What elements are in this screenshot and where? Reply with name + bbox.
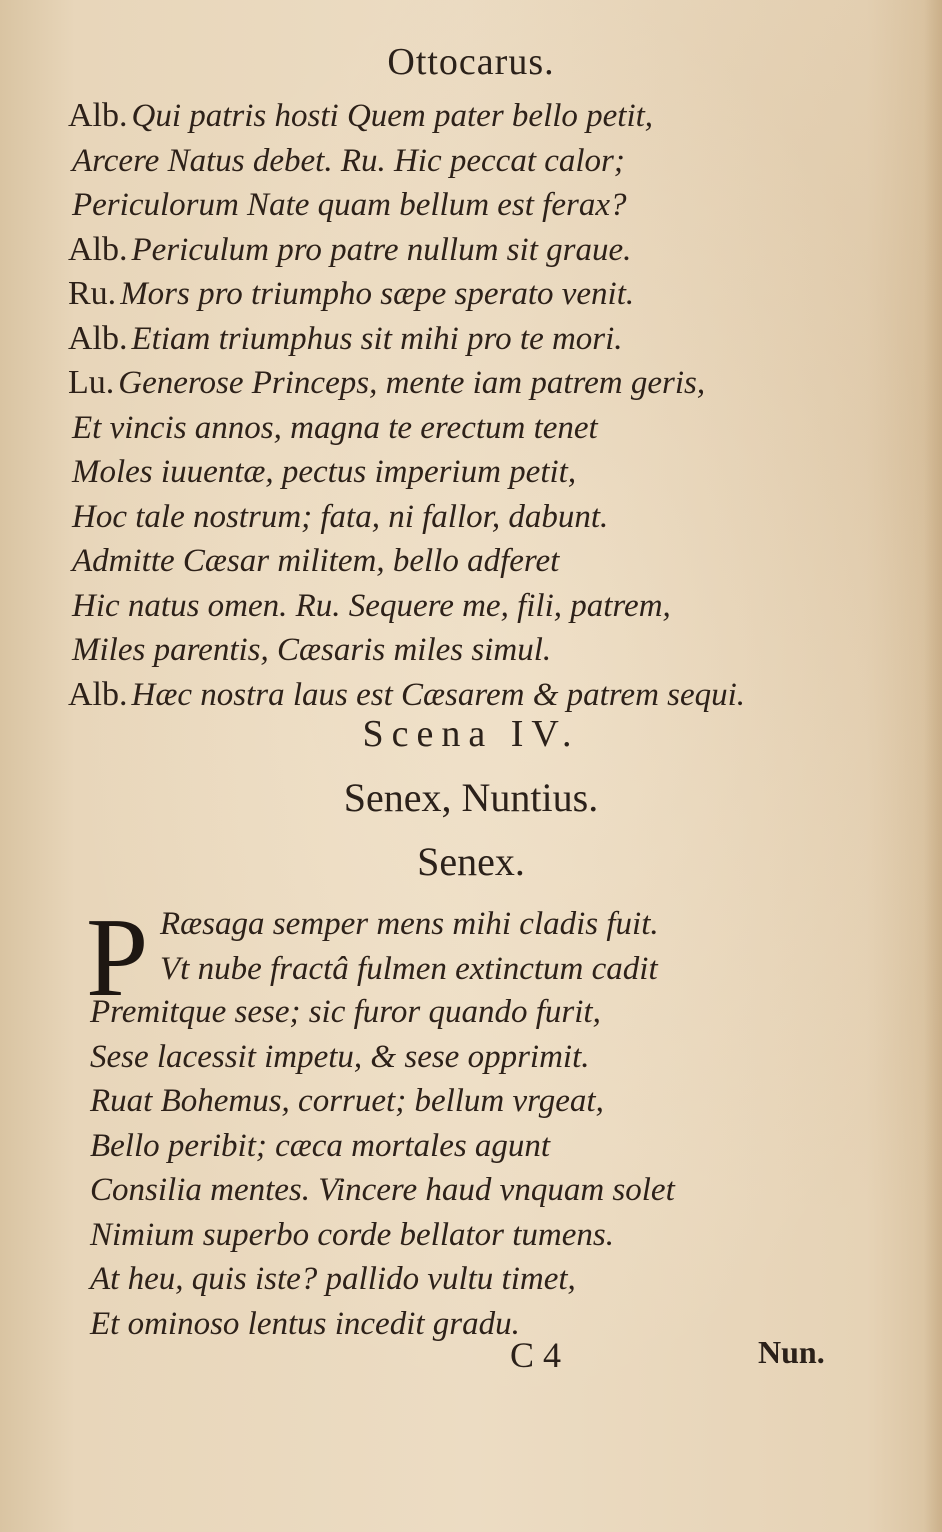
verse-line xyxy=(68,450,868,495)
verse-line: Et ominoso lentus incedit gradu. xyxy=(90,1305,520,1342)
verse-line: At heu, quis iste? pallido vultu timet, xyxy=(90,1261,576,1297)
verse-line: Ruat Bohemus, corruet; bellum vrgeat, xyxy=(90,1083,604,1119)
verse-line xyxy=(68,584,868,629)
speaker-heading: Senex. xyxy=(417,839,525,884)
verse-line xyxy=(68,94,868,139)
drop-cap: P xyxy=(86,896,149,1020)
verse-line: Sese lacessit impetu, & sese opprimit. xyxy=(90,1038,590,1075)
verse-line xyxy=(68,673,868,718)
verse-line xyxy=(68,228,868,273)
verse-line: Nimium superbo corde bellator tumens. xyxy=(90,1216,614,1253)
scene-heading: Scena IV. xyxy=(362,713,580,755)
verse-text: Periculum pro patre nullum sit graue. xyxy=(131,231,632,268)
verse-text: Miles parentis, Cæsaris miles simul. xyxy=(72,632,552,668)
verse-text: Moles iuuentæ, pectus imperium petit, xyxy=(72,454,577,490)
speech-verse-block xyxy=(90,990,790,1346)
catchword: Nun. xyxy=(758,1334,825,1370)
verse-text: Hoc tale nostrum; fata, ni fallor, dabunt. xyxy=(72,498,609,535)
verse-line xyxy=(68,139,868,184)
speaker-abbrev: Lu. xyxy=(68,364,115,401)
verse-text: Periculorum Nate quam bellum est ferax? xyxy=(72,187,627,223)
verse-text: Hic natus omen. Ru. Sequere me, fili, patrem, xyxy=(72,587,671,624)
verse-text: Admitte Cæsar militem, bello adferet xyxy=(72,543,560,579)
verse-text: Mors pro triumpho sæpe sperato venit. xyxy=(120,276,635,312)
speaker-abbrev: Alb. xyxy=(68,675,128,713)
verse-line xyxy=(68,272,868,317)
speech-opening-lines xyxy=(160,902,800,991)
verse-line xyxy=(68,406,868,451)
verse-text: Arcere Natus debet. Ru. Hic peccat calor; xyxy=(72,142,625,179)
verse-line: Consilia mentes. Vincere haud vnquam solet xyxy=(90,1172,675,1208)
verse-text: Qui patris hosti Quem pater bello petit, xyxy=(131,98,654,134)
verse-line: Premitque sese; sic furor quando furit, xyxy=(90,994,601,1030)
speaker-abbrev: Alb. xyxy=(68,97,128,134)
verse-text: Etiam triumphus sit mihi pro te mori. xyxy=(131,320,623,357)
dramatis-personae: Senex, Nuntius. xyxy=(343,775,599,820)
verse-line: Ræsaga semper mens mihi cladis fuit. xyxy=(160,906,659,942)
verse-line xyxy=(68,628,868,673)
dialogue-verse-block xyxy=(68,94,868,717)
verse-line xyxy=(68,495,868,540)
verse-line xyxy=(68,183,868,228)
verse-text: Hæc nostra laus est Cæsarem & patrem sequi. xyxy=(131,676,746,713)
verse-line xyxy=(68,539,868,584)
speaker-abbrev: Alb. xyxy=(68,319,128,357)
verse-line xyxy=(68,361,868,406)
signature-mark: C 4 xyxy=(510,1335,562,1375)
page-edge-shadow xyxy=(924,0,942,1532)
verse-text: Generose Princeps, mente iam patrem geris, xyxy=(118,365,706,401)
speaker-abbrev: Alb. xyxy=(68,230,128,268)
speaker-abbrev: Ru. xyxy=(68,275,117,312)
verse-line: Vt nube fractâ fulmen extinctum cadit xyxy=(160,950,658,987)
verse-line: Bello peribit; cæca mortales agunt xyxy=(90,1127,551,1164)
verse-line xyxy=(68,317,868,362)
running-head: Ottocarus. xyxy=(387,41,555,83)
verse-text: Et vincis annos, magna te erectum tenet xyxy=(72,409,598,446)
